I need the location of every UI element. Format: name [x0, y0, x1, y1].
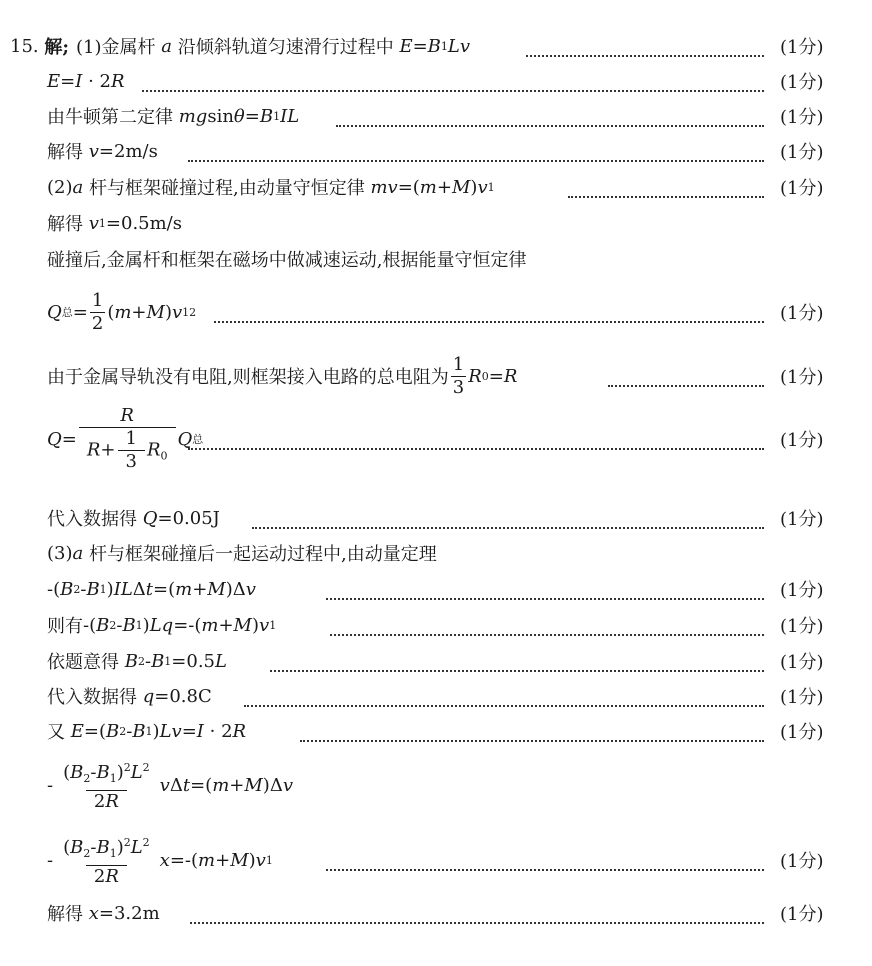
- fraction: R R+ $\frac{1}{3}$ $R_0$: [79, 405, 176, 473]
- solution-line: [0, 346, 872, 406]
- solution-line: [0, 646, 872, 676]
- leader-dots: [188, 428, 764, 450]
- fraction: $\frac{1}{3}$: [452, 353, 465, 398]
- leader-dots: [190, 902, 764, 924]
- score-label: (1分): [780, 652, 824, 673]
- solution-line: [0, 574, 872, 604]
- solution-line: [0, 830, 872, 890]
- solution-line: [0, 172, 872, 202]
- solution-line: [0, 610, 872, 640]
- score-label: (1分): [780, 37, 824, 58]
- solution-line: [0, 244, 872, 274]
- equation: 代入数据得 Q =0.05J: [47, 507, 220, 530]
- score-label: (1分): [780, 687, 824, 708]
- fraction: $\frac{1}{3}$: [118, 428, 145, 473]
- equation: 解得 v =2m/s: [47, 140, 158, 163]
- text-line: (3) a 杆与框架碰撞后一起运动过程中,由动量定理: [47, 542, 437, 565]
- score-label: (1分): [780, 904, 824, 925]
- leader-dots: [608, 365, 764, 387]
- equation: 则有 -( B 2 - B 1 ) Lq =-( m + M ) v 1: [47, 614, 277, 637]
- equation: (1)金属杆 a 沿倾斜轨道匀速滑行过程中 E = B 1 Lv: [76, 35, 471, 58]
- solution-line: [0, 136, 872, 166]
- solution-line: [0, 538, 872, 568]
- equation: - $\frac{(B_2-B_1)^2L^2}{2R}$ v Δ t =( m + M )Δ v: [47, 755, 293, 815]
- question-number: 15. 解;: [10, 35, 70, 58]
- leader-dots: [214, 301, 764, 323]
- score-label: (1分): [780, 72, 824, 93]
- fraction: $\frac{(B_2-B_1)^2L^2}{2R}$: [63, 761, 150, 812]
- score-label: (1分): [780, 107, 824, 128]
- solution-line: [0, 503, 872, 533]
- score-label: (1分): [780, 178, 824, 199]
- score-label: (1分): [780, 142, 824, 163]
- solution-line: [0, 755, 872, 815]
- text-line: 碰撞后,金属杆和框架在磁场中做减速运动,根据能量守恒定律: [47, 250, 527, 271]
- leader-dots: [188, 140, 764, 162]
- equation: -( B 2 - B 1 ) IL Δ t =( m + M )Δ v: [47, 578, 256, 600]
- solution-line: [0, 716, 872, 746]
- equation: (2) a 杆与框架碰撞过程,由动量守恒定律 mv =( m + M ) v 1: [47, 176, 495, 199]
- leader-dots: [270, 650, 764, 672]
- solution-line: [0, 404, 872, 474]
- equation: - $\frac{(B_2-B_1)^2L^2}{2R}$ x =-( m + M ) v 1: [47, 830, 273, 890]
- solution-line: [0, 66, 872, 96]
- score-label: (1分): [780, 722, 824, 743]
- leader-dots: [252, 507, 764, 529]
- leader-dots: [326, 578, 764, 600]
- equation: 解得 x =3.2m: [47, 902, 160, 925]
- score-label: (1分): [780, 430, 824, 451]
- leader-dots: [568, 176, 764, 198]
- score-label: (1分): [780, 851, 824, 872]
- equation: 又 E =( B 2 - B 1 ) Lv = I · 2 R: [47, 720, 247, 743]
- equation: Q = R R+ $\frac{1}{3}$ $R_0$ Q 总: [47, 405, 204, 472]
- fraction: $\frac{(B_2-B_1)^2L^2}{2R}$: [63, 836, 150, 887]
- leader-dots: [330, 614, 764, 636]
- solution-line: [0, 101, 872, 131]
- score-label: (1分): [780, 509, 824, 530]
- leader-dots: [244, 685, 764, 707]
- equation: 由牛顿第二定律 mg sin θ = B 1 IL: [47, 105, 300, 128]
- score-label: (1分): [780, 303, 824, 324]
- equation: 代入数据得 q =0.8C: [47, 685, 212, 708]
- score-label: (1分): [780, 580, 824, 601]
- leader-dots: [142, 70, 764, 92]
- leader-dots: [526, 35, 764, 57]
- fraction: $\frac{1}{2}$: [91, 289, 104, 334]
- equation: E = I · 2 R: [47, 70, 125, 92]
- equation: 依题意得 B 2 - B 1 =0.5 L: [47, 650, 227, 673]
- equation: 解得 v 1 =0.5m/s: [47, 212, 182, 235]
- leader-dots: [300, 720, 764, 742]
- equation: Q 总 = $\frac{1}{2}$ ( m + M ) v 1 2: [47, 289, 197, 334]
- score-label: (1分): [780, 367, 824, 388]
- equation: 由于金属导轨没有电阻,则框架接入电路的总电阻为 $\frac{1}{3}$ R 0 = R: [47, 353, 518, 398]
- leader-dots: [336, 105, 764, 127]
- leader-dots: [326, 849, 764, 871]
- solution-line: [0, 681, 872, 711]
- solution-line: [0, 208, 872, 238]
- solution-line: [0, 31, 872, 61]
- solution-line: [0, 898, 872, 928]
- score-label: (1分): [780, 616, 824, 637]
- solution-line: [0, 282, 872, 342]
